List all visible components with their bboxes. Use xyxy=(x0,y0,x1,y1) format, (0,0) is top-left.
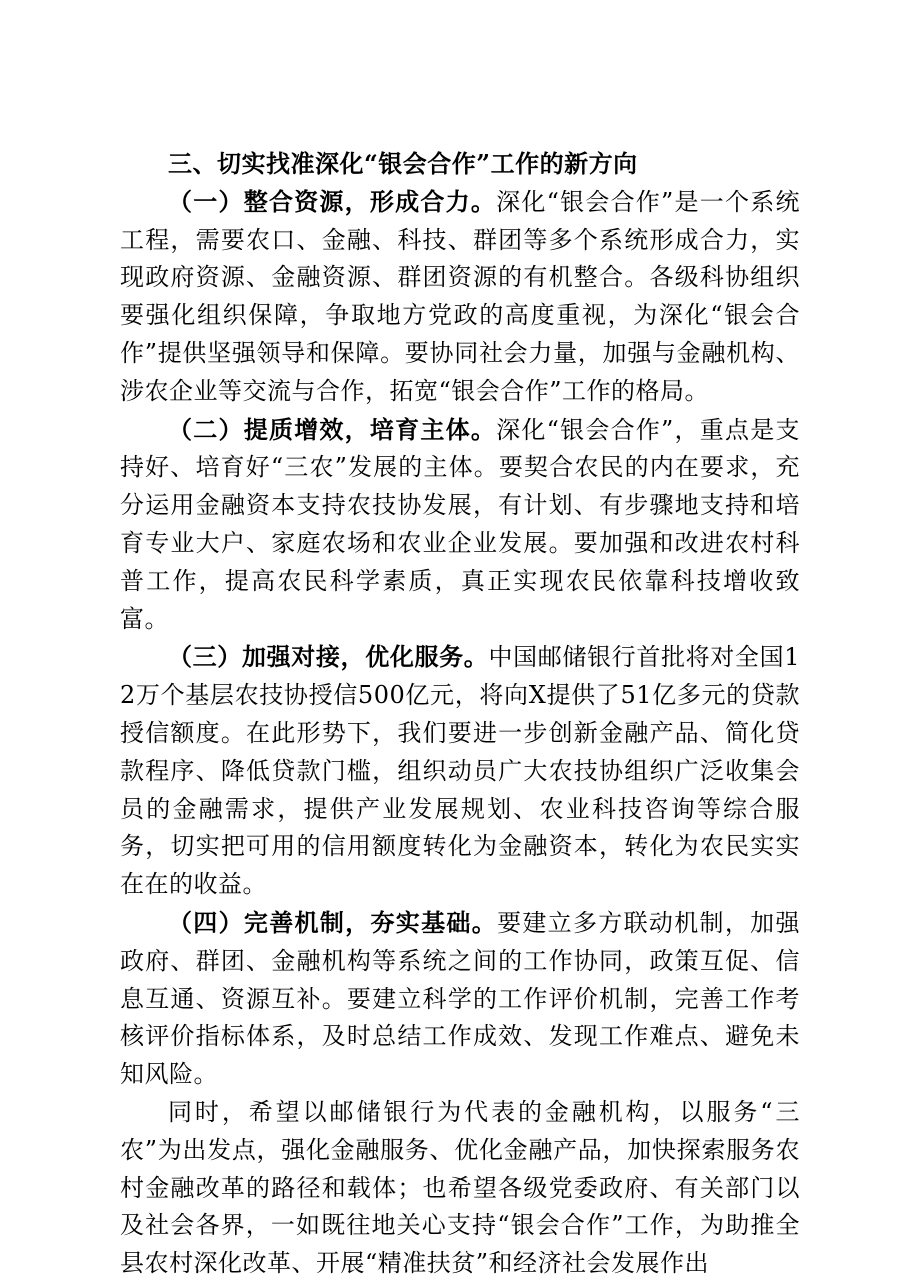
document-body xyxy=(120,145,800,1283)
paragraph-body: 深化“银会合作”是一个系统工程，需要农口、金融、科技、群团等多个系统形成合力，实现政府资源、金融资源、群团资源的有机整合。各级科协组织要强化组织保障，争取地方党政的高度重视，为深化“银会合作”提供坚强领导和保障。要协同社会力量，加强与金融机构、涉农企业等交流与合作，拓宽“银会合作”工作的格局。 xyxy=(120,187,801,405)
paragraph-body: 要建立多方联动机制，加强政府、群团、金融机构等系统之间的工作协同，政策互促、信息互通、资源互补。要建立科学的工作评价机制，完善工作考核评价指标体系，及时总结工作成效、发现工作难点、避免未知风险。 xyxy=(120,908,800,1089)
paragraph-lead: （四）完善机制，夯实基础。 xyxy=(168,907,498,937)
paragraph-improve-mechanism xyxy=(120,904,800,1094)
paragraph-lead: （一）整合资源，形成合力。 xyxy=(168,186,497,216)
paragraph-body: 中国邮储银行首批将对全国12万个基层农技协授信500亿元，将向X提供了51亿多元的贷款授信额度。在此形势下，我们要进一步创新金融产品、简化贷款程序、降低贷款门槛，组织动员广大农技协组织广泛收集会员的金融需求，提供产业发展规划、农业科技咨询等综合服务，切实把可用的信用额度转化为金融资本，转化为农民实实在在的收益。 xyxy=(120,643,800,899)
paragraph-integrate-resources xyxy=(120,183,800,411)
paragraph-lead: （三）加强对接，优化服务。 xyxy=(168,642,489,672)
paragraph-body: 深化“银会合作”，重点是支持好、培育好“三农”发展的主体。要契合农民的内在要求，充分运用金融资本支持农技协发展，有计划、有步骤地支持和培育专业大户、家庭农场和农业企业发展。要加强和改进农村科普工作，提高农民科学素质，真正实现农民依靠科技增收致富。 xyxy=(120,415,801,633)
section-heading: 三、切实找准深化“银会合作”工作的新方向 xyxy=(168,149,638,178)
paragraph-quality-efficiency xyxy=(120,411,800,639)
paragraph-strengthen-docking xyxy=(120,638,800,904)
paragraph-closing: 同时，希望以邮储银行为代表的金融机构，以服务“三农”为出发点，强化金融服务、优化金融产品，加快探索服务农村金融改革的路径和载体；也希望各级党委政府、有关部门以及社会各界，一如既往地关心支持“银会合作”工作，为助推全县农村深化改革、开展“精准扶贫”和经济社会发展作出 xyxy=(120,1097,800,1278)
paragraph-lead: （二）提质增效，培育主体。 xyxy=(168,414,497,444)
